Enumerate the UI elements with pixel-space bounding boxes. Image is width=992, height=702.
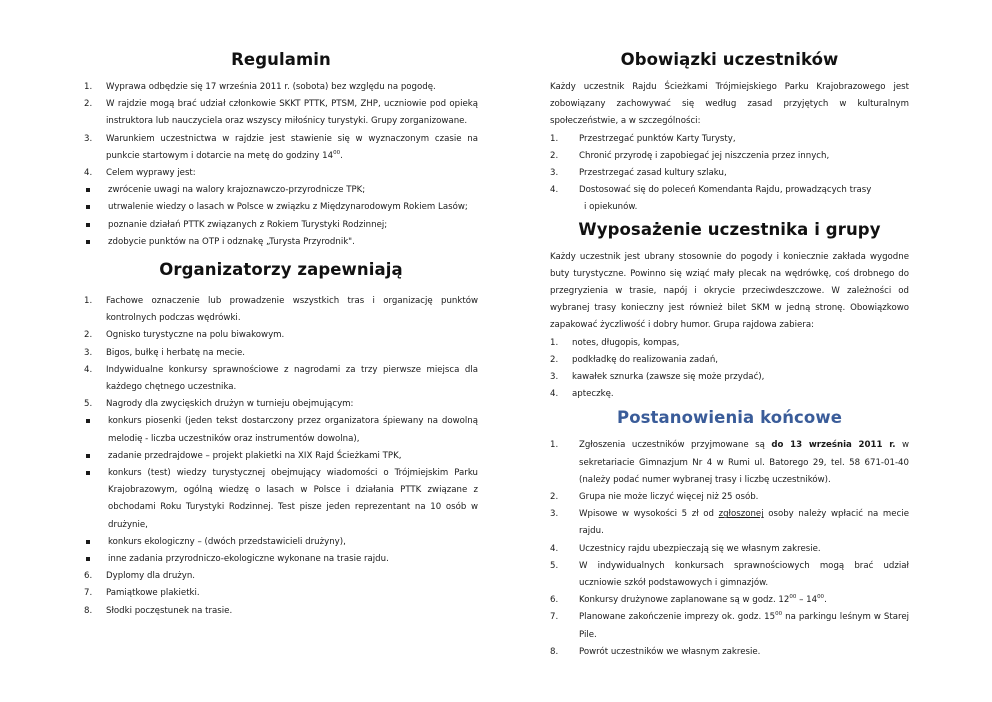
- list-item: utrwalenie wiedzy o lasach w Polsce w związku z Międzynarodowym Rokiem Lasów;: [84, 199, 478, 216]
- postanowienia-list: [550, 437, 909, 661]
- list-item: 3. Bigos, bułkę i herbatę na mecie.: [84, 347, 246, 358]
- list-item: inne zadania przyrodniczo-ekologiczne wykonane na trasie rajdu.: [84, 551, 478, 568]
- list-item: 2. W rajdzie mogą brać udział członkowie SKKT PTTK, PTSM, ZHP, uczniowie pod opieką instruktora lub nauczyciela oraz wszyscy miłośnicy turystyki. Grupy zorganizowane.: [84, 99, 478, 127]
- list-item: konkurs piosenki (jeden tekst dostarczony przez organizatora śpiewany na dowolną melodię - liczba uczestników oraz instrumentów dowolna),: [84, 413, 478, 447]
- list-item: 3. kawałek sznurka (zawsze się może przydać),: [550, 372, 765, 383]
- list-item: 7. Pamiątkowe plakietki.: [84, 588, 200, 599]
- organizatorzy-heading: Organizatorzy zapewniają: [159, 260, 403, 280]
- list-item: 1. Zgłoszenia uczestników przyjmowane są do 13 września 2011 r. w sekretariacie Gimnazjum Nr 4 w Rumi ul. Batorego 29, tel. 58 671-01-40 (należy podać numer wybranej trasy i liczbę uczestników).: [550, 440, 909, 485]
- postanowienia-heading: Postanowienia końcowe: [617, 408, 842, 428]
- obowiazki-heading: Obowiązki uczestników: [620, 50, 839, 69]
- left-column: [84, 0, 478, 620]
- organizatorzy-list-continued: [84, 568, 478, 620]
- list-item: 2. Chronić przyrodę i zapobiegać jej niszczenia przez innych,: [550, 150, 830, 161]
- list-item: 4. Celem wyprawy jest:: [84, 168, 196, 179]
- wyposazenie-intro: Każdy uczestnik jest ubrany stosownie do pogody i koniecznie zakłada wygodne buty turystyczne. Powinno się wziąć mały plecak na wędrówkę, coś drobnego do przegryzienia w trasie, napój i okrycie przeciwdeszczowe. W zależności od wybranej trasy konieczny jest również bilet SKM w jedną stronę. Obowiązkowo zapakować życzliwość i dobry humor. Grupa rajdowa zabiera:: [550, 251, 909, 331]
- tournament-list: [84, 413, 478, 568]
- list-item: 6. Dyplomy dla drużyn.: [84, 571, 196, 582]
- list-item: 7. Planowane zakończenie imprezy ok. godz. $15^{00}$ na parkingu leśnym w Starej Pile.: [550, 611, 909, 640]
- list-item: 4. Indywidualne konkursy sprawnościowe z nagrodami za trzy pierwsze miejsca dla każdego chętnego uczestnika.: [84, 364, 478, 393]
- list-item: konkurs ekologiczny – (dwóch przedstawicieli drużyny),: [84, 534, 478, 551]
- obowiazki-list: [550, 131, 909, 217]
- list-item: 1. notes, długopis, kompas,: [550, 337, 680, 348]
- list-item: 5. Nagrody dla zwycięskich drużyn w turnieju obejmującym:: [84, 399, 354, 410]
- list-item: 1. Wyprawa odbędzie się 17 września 2011 r. (sobota) bez względu na pogodę.: [84, 82, 436, 92]
- list-item: konkurs (test) wiedzy turystycznej obejmujący wiadomości o Trójmiejskim Parku Krajobrazowym, ogólną wiedzę o lasach w Polsce i działania PTTK związane z obchodami Roku Turystyki Rodzinnej. Test pisze jeden reprezentant na 10 osób w drużynie,: [84, 465, 478, 534]
- list-item: 4. apteczkę.: [550, 389, 614, 400]
- list-item: 1. Fachowe oznaczenie lub prowadzenie wszystkich tras i organizację punktów kontrolnych podczas wędrówki.: [84, 296, 478, 324]
- organizatorzy-list: [84, 293, 478, 413]
- list-item: 8. Słodki poczęstunek na trasie.: [84, 605, 233, 616]
- list-item: zdobycie punktów na OTP i odznakę „Turysta Przyrodnik".: [84, 234, 478, 251]
- obowiazki-intro: Każdy uczestnik Rajdu Ścieżkami Trójmiejskiego Parku Krajobrazowego jest zobowiązany zachowywać się według zasad przyjętych w kulturalnym społeczeństwie, a w szczególności:: [550, 82, 909, 127]
- regulamin-list: [84, 79, 478, 182]
- list-item: 2. Ognisko turystyczne na polu biwakowym.: [84, 330, 285, 341]
- list-item: 8. Powrót uczestników we własnym zakresie.: [550, 646, 761, 657]
- list-item: 3. Warunkiem uczestnictwa w rajdzie jest stawienie się w wyznaczonym czasie na punkcie startowym i dotarcie na metę do godziny $14^{00}$.: [84, 133, 478, 161]
- list-item: 3. Wpisowe w wysokości 5 zł od zgłoszonej osoby należy wpłacić na mecie rajdu.: [550, 509, 909, 537]
- list-item: 4. Dostosować się do poleceń Komendanta Rajdu, prowadzących trasy i opiekunów.: [550, 185, 872, 213]
- regulamin-goals-list: [84, 182, 478, 251]
- wyposazenie-list: [550, 335, 909, 404]
- list-item: zadanie przedrajdowe – projekt plakietki na XIX Rajd Ścieżkami TPK,: [84, 448, 478, 465]
- list-item: 5. W indywidualnych konkursach sprawnościowych mogą brać udział uczniowie szkół podstawowych i gimnazjów.: [550, 560, 909, 589]
- list-item: 2. podkładkę do realizowania zadań,: [550, 354, 718, 365]
- right-column: [550, 0, 909, 661]
- regulamin-heading: Regulamin: [231, 50, 331, 69]
- list-item: zwrócenie uwagi na walory krajoznawczo-przyrodnicze TPK;: [84, 182, 478, 199]
- list-item: 4. Uczestnicy rajdu ubezpieczają się we własnym zakresie.: [550, 543, 821, 554]
- list-item: 3. Przestrzegać zasad kultury szlaku,: [550, 168, 727, 179]
- wyposazenie-heading: Wyposażenie uczestnika i grupy: [578, 219, 881, 239]
- list-item: poznanie działań PTTK związanych z Rokiem Turystyki Rodzinnej;: [84, 217, 478, 234]
- list-item: 6. Konkursy drużynowe zaplanowane są w godz. $12^{00} - 14^{00}$.: [550, 594, 827, 606]
- list-item: 1. Przestrzegać punktów Karty Turysty,: [550, 133, 736, 144]
- list-item: 2. Grupa nie może liczyć więcej niż 25 osób.: [550, 492, 759, 503]
